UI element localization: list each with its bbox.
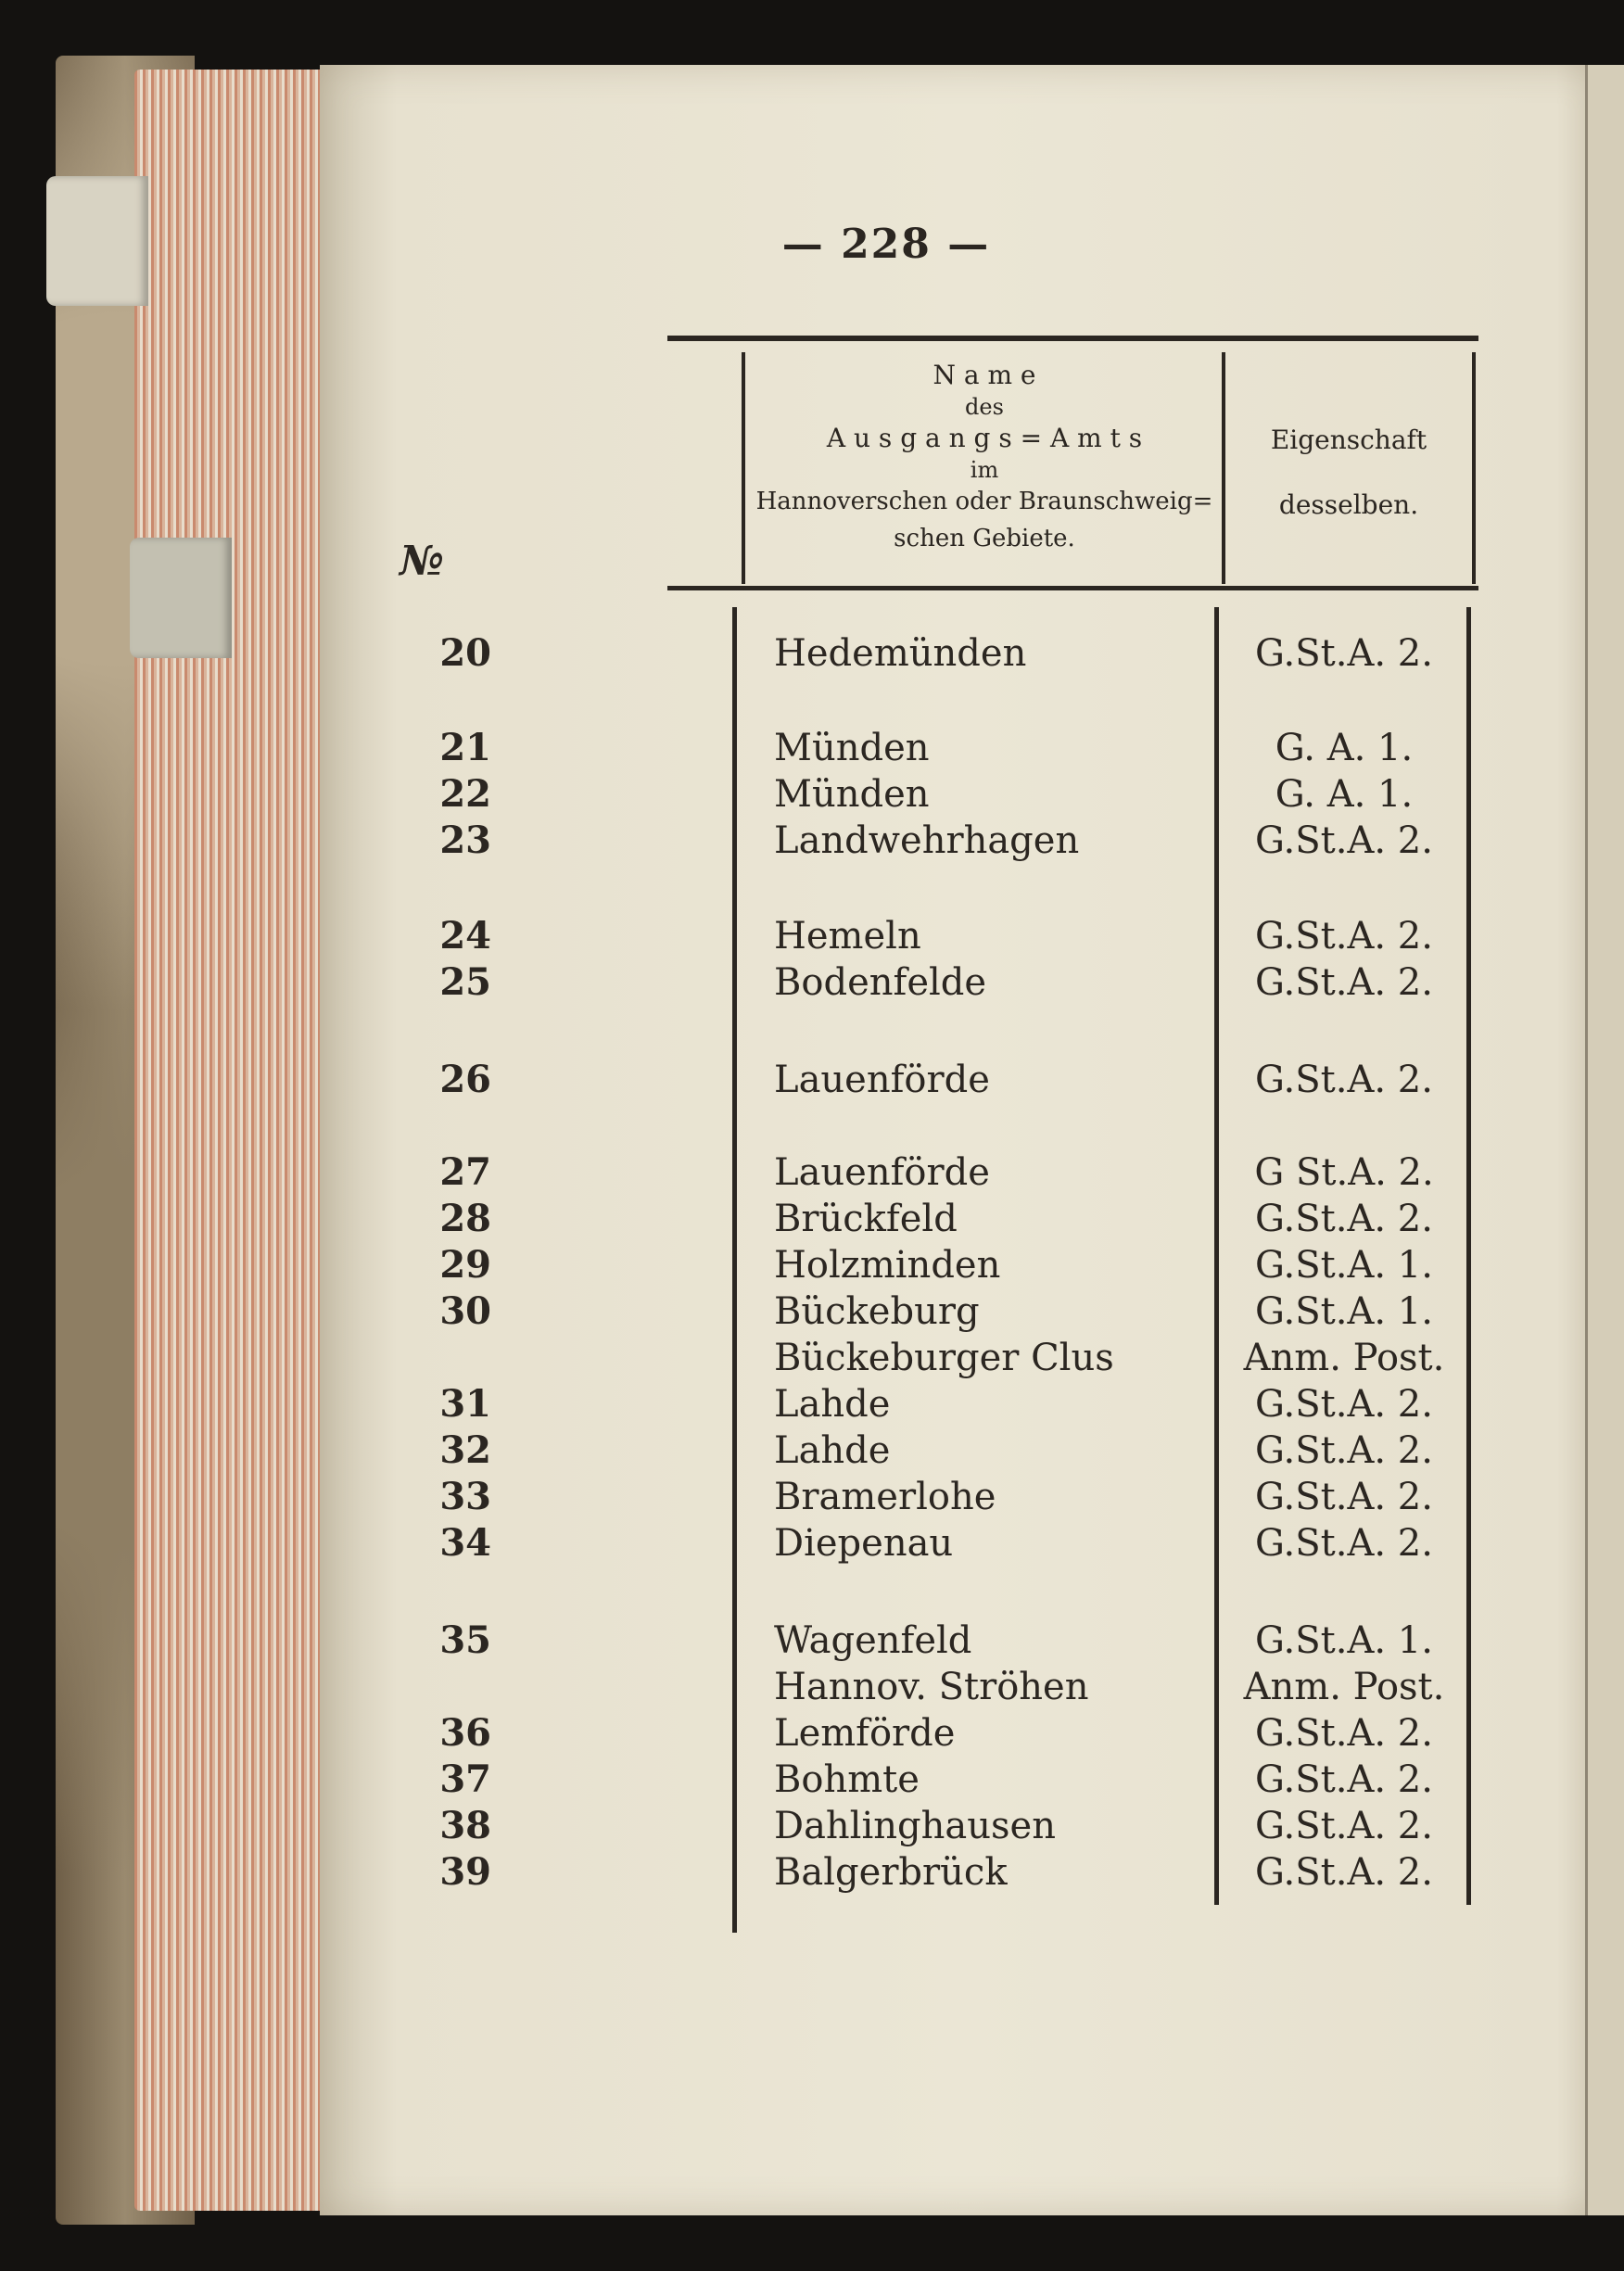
office-name: Lahde (774, 1383, 891, 1426)
row-number: 29 (439, 1243, 491, 1287)
office-property: G.St.A. 2. (1255, 1429, 1433, 1472)
office-property: G.St.A. 2. (1255, 819, 1433, 862)
column-divider-2-header (1222, 352, 1225, 584)
table-row (0, 1803, 1624, 1849)
table-row (0, 1664, 1624, 1710)
office-property: G St.A. 2. (1254, 1151, 1434, 1194)
office-name: Bückeburg (774, 1290, 980, 1333)
office-name: Diepenau (774, 1522, 954, 1565)
office-property: G.St.A. 2. (1255, 961, 1433, 1004)
office-name: Lahde (774, 1429, 891, 1472)
office-property: G.St.A. 2. (1255, 1476, 1433, 1518)
office-name: Lemförde (774, 1712, 956, 1755)
office-name: Wagenfeld (774, 1619, 972, 1662)
office-property: G.St.A. 2. (1255, 1522, 1433, 1565)
office-name: Hemeln (774, 915, 921, 958)
row-number: 27 (439, 1150, 491, 1194)
row-number: 22 (439, 772, 491, 816)
table-row (0, 1149, 1624, 1196)
right-border-header (1472, 352, 1476, 584)
office-name: Lauenförde (774, 1059, 990, 1101)
table-row (0, 1381, 1624, 1427)
table-row (0, 913, 1624, 959)
table-row (0, 1288, 1624, 1335)
row-number: 30 (439, 1289, 491, 1333)
row-number: 36 (439, 1711, 491, 1755)
table-row (0, 959, 1624, 1006)
row-number: 33 (439, 1475, 491, 1518)
property-column-header (1228, 408, 1469, 538)
name-column-header (749, 357, 1220, 557)
office-name: Dahlinghausen (774, 1805, 1056, 1847)
table-row (0, 1242, 1624, 1288)
office-property: G.St.A. 2. (1255, 1383, 1433, 1426)
number-column-header: № (400, 538, 444, 585)
row-number: 35 (439, 1618, 491, 1662)
table-row (0, 1196, 1624, 1242)
table-row (0, 1427, 1624, 1474)
office-name: Hedemünden (774, 632, 1027, 675)
office-name: Bramerlohe (774, 1476, 996, 1518)
row-number: 28 (439, 1197, 491, 1240)
header-name-line-6: schen Gebiete. (894, 525, 1075, 552)
header-property-line-1: Eigenschaft (1270, 425, 1427, 455)
header-name-line-2: des (965, 394, 1004, 420)
table-row (0, 1618, 1624, 1664)
office-name: Bodenfelde (774, 961, 987, 1004)
row-number: 31 (439, 1382, 491, 1426)
office-property: G.St.A. 1. (1255, 1619, 1433, 1662)
table-row (0, 1520, 1624, 1567)
office-property: G. A. 1. (1275, 727, 1414, 769)
header-name-line-3: A u s g a n g s = A m t s (826, 423, 1143, 453)
office-name: Lauenförde (774, 1151, 990, 1194)
row-number: 39 (439, 1850, 491, 1894)
row-number: 25 (439, 960, 491, 1004)
table-row (0, 1757, 1624, 1803)
table-row (0, 1335, 1624, 1381)
office-property: G.St.A. 2. (1255, 1059, 1433, 1101)
row-number: 32 (439, 1428, 491, 1472)
office-name: Bohmte (774, 1758, 920, 1801)
office-name: Brückfeld (774, 1198, 958, 1240)
row-number: 23 (439, 818, 491, 862)
office-name: Münden (774, 773, 930, 816)
office-name: Holzminden (774, 1244, 1001, 1287)
row-number: 24 (439, 914, 491, 958)
office-property: G.St.A. 2. (1255, 1758, 1433, 1801)
office-property: G.St.A. 2. (1255, 915, 1433, 958)
office-property: G.St.A. 2. (1255, 1805, 1433, 1847)
office-property: G.St.A. 2. (1255, 632, 1433, 675)
table-row (0, 818, 1624, 864)
row-number: 38 (439, 1804, 491, 1847)
row-number: 20 (439, 631, 491, 675)
office-property: G. A. 1. (1275, 773, 1414, 816)
office-property: G.St.A. 2. (1255, 1198, 1433, 1240)
row-number: 34 (439, 1521, 491, 1565)
column-divider-1-header (742, 352, 745, 584)
table-row (0, 1849, 1624, 1896)
table-row (0, 1474, 1624, 1520)
header-property-line-2: desselben. (1278, 489, 1419, 520)
table-row (0, 725, 1624, 771)
page-number: — 228 — (781, 221, 991, 268)
table-top-rule (667, 336, 1478, 341)
office-property: Anm. Post. (1243, 1666, 1445, 1708)
office-property: G.St.A. 2. (1255, 1712, 1433, 1755)
office-name: Landwehrhagen (774, 819, 1080, 862)
table-row (0, 630, 1624, 677)
office-property: G.St.A. 1. (1255, 1244, 1433, 1287)
header-name-line-4: im (970, 457, 999, 483)
table-row (0, 1710, 1624, 1757)
row-number: 21 (439, 726, 491, 769)
office-name: Balgerbrück (774, 1851, 1008, 1894)
header-bottom-rule (667, 586, 1478, 590)
row-number: 37 (439, 1757, 491, 1801)
header-name-line-5: Hannoverschen oder Braunschweig= (755, 488, 1213, 515)
office-name: Münden (774, 727, 930, 769)
office-name: Hannov. Ströhen (774, 1666, 1089, 1708)
header-name-line-1: N a m e (933, 360, 1036, 390)
office-property: G.St.A. 1. (1255, 1290, 1433, 1333)
table-row (0, 771, 1624, 818)
office-property: G.St.A. 2. (1255, 1851, 1433, 1894)
table-row (0, 1057, 1624, 1103)
row-number: 26 (439, 1058, 491, 1101)
office-property: Anm. Post. (1243, 1337, 1445, 1379)
office-name: Bückeburger Clus (774, 1337, 1114, 1379)
